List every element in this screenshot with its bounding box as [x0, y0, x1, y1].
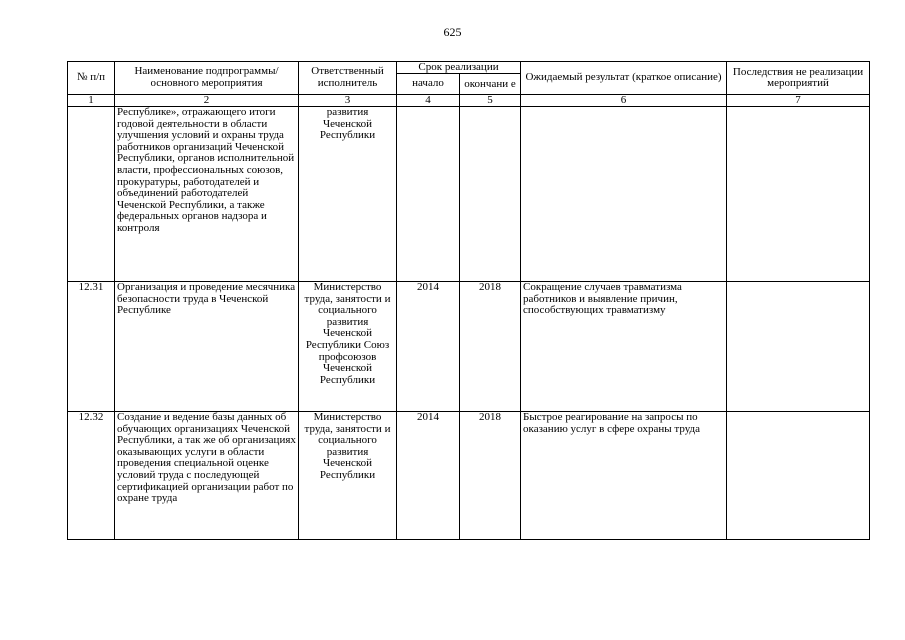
column-numbers-row — [68, 95, 870, 107]
row-start: 2014 — [397, 282, 460, 412]
header-start: начало — [397, 74, 460, 95]
column-number: 3 — [299, 95, 397, 107]
row-end: 2018 — [460, 282, 521, 412]
column-number: 4 — [397, 95, 460, 107]
row-consequences — [727, 412, 870, 540]
row-result: Быстрое реагирование на запросы по оказанию услуг в сфере охраны труда — [521, 412, 727, 540]
row-consequences — [727, 282, 870, 412]
table-header — [68, 62, 870, 107]
table-row — [68, 107, 870, 282]
header-result: Ожидаемый результат (краткое описание) — [521, 62, 727, 95]
row-end: 2018 — [460, 412, 521, 540]
row-name: Создание и ведение базы данных об обучающих организациях Чеченской Республики, а так же об организациях оказывающих услуги в области проведения специальной оценке условий труда с последующей сертификацией организации работ по охране труда — [115, 412, 299, 540]
table-row — [68, 282, 870, 412]
row-end — [460, 107, 521, 282]
header-num: № п/п — [68, 62, 115, 95]
row-consequences — [727, 107, 870, 282]
header-executor: Ответственный исполнитель — [299, 62, 397, 95]
row-result: Сокращение случаев травматизма работников и выявление причин, способствующих травматизму — [521, 282, 727, 412]
page-number: 625 — [443, 25, 462, 39]
column-number: 5 — [460, 95, 521, 107]
row-num — [68, 107, 115, 282]
header-name: Наименование подпрограммы/ основного мероприятия — [115, 62, 299, 95]
row-name: Республике», отражающего итоги годовой деятельности в области улучшения условий и охраны труда работников организаций Чеченской Республики, органов исполнительной власти, профессиональных союзов, прокуратуры, работодателей и объединений работодателей Чеченской Республики, а также федеральных органов надзора и контроля — [115, 107, 299, 282]
program-table — [67, 61, 870, 540]
header-period-group: Срок реализации — [397, 62, 521, 74]
row-executor: развития Чеченской Республики — [299, 107, 397, 282]
header-consequences: Последствия не реализации мероприятий — [727, 62, 870, 95]
row-num: 12.31 — [68, 282, 115, 412]
row-executor: Министерство труда, занятости и социального развития Чеченской Республики — [299, 412, 397, 540]
table-row — [68, 412, 870, 540]
row-start — [397, 107, 460, 282]
row-name: Организация и проведение месячника безопасности труда в Чеченской Республике — [115, 282, 299, 412]
row-num: 12.32 — [68, 412, 115, 540]
header-end: окончани е — [460, 74, 521, 95]
row-start: 2014 — [397, 412, 460, 540]
column-number: 2 — [115, 95, 299, 107]
row-executor: Министерство труда, занятости и социального развития Чеченской Республики Союз профсоюзов Чеченской Республики — [299, 282, 397, 412]
column-number: 1 — [68, 95, 115, 107]
column-number: 7 — [727, 95, 870, 107]
column-number: 6 — [521, 95, 727, 107]
row-result — [521, 107, 727, 282]
